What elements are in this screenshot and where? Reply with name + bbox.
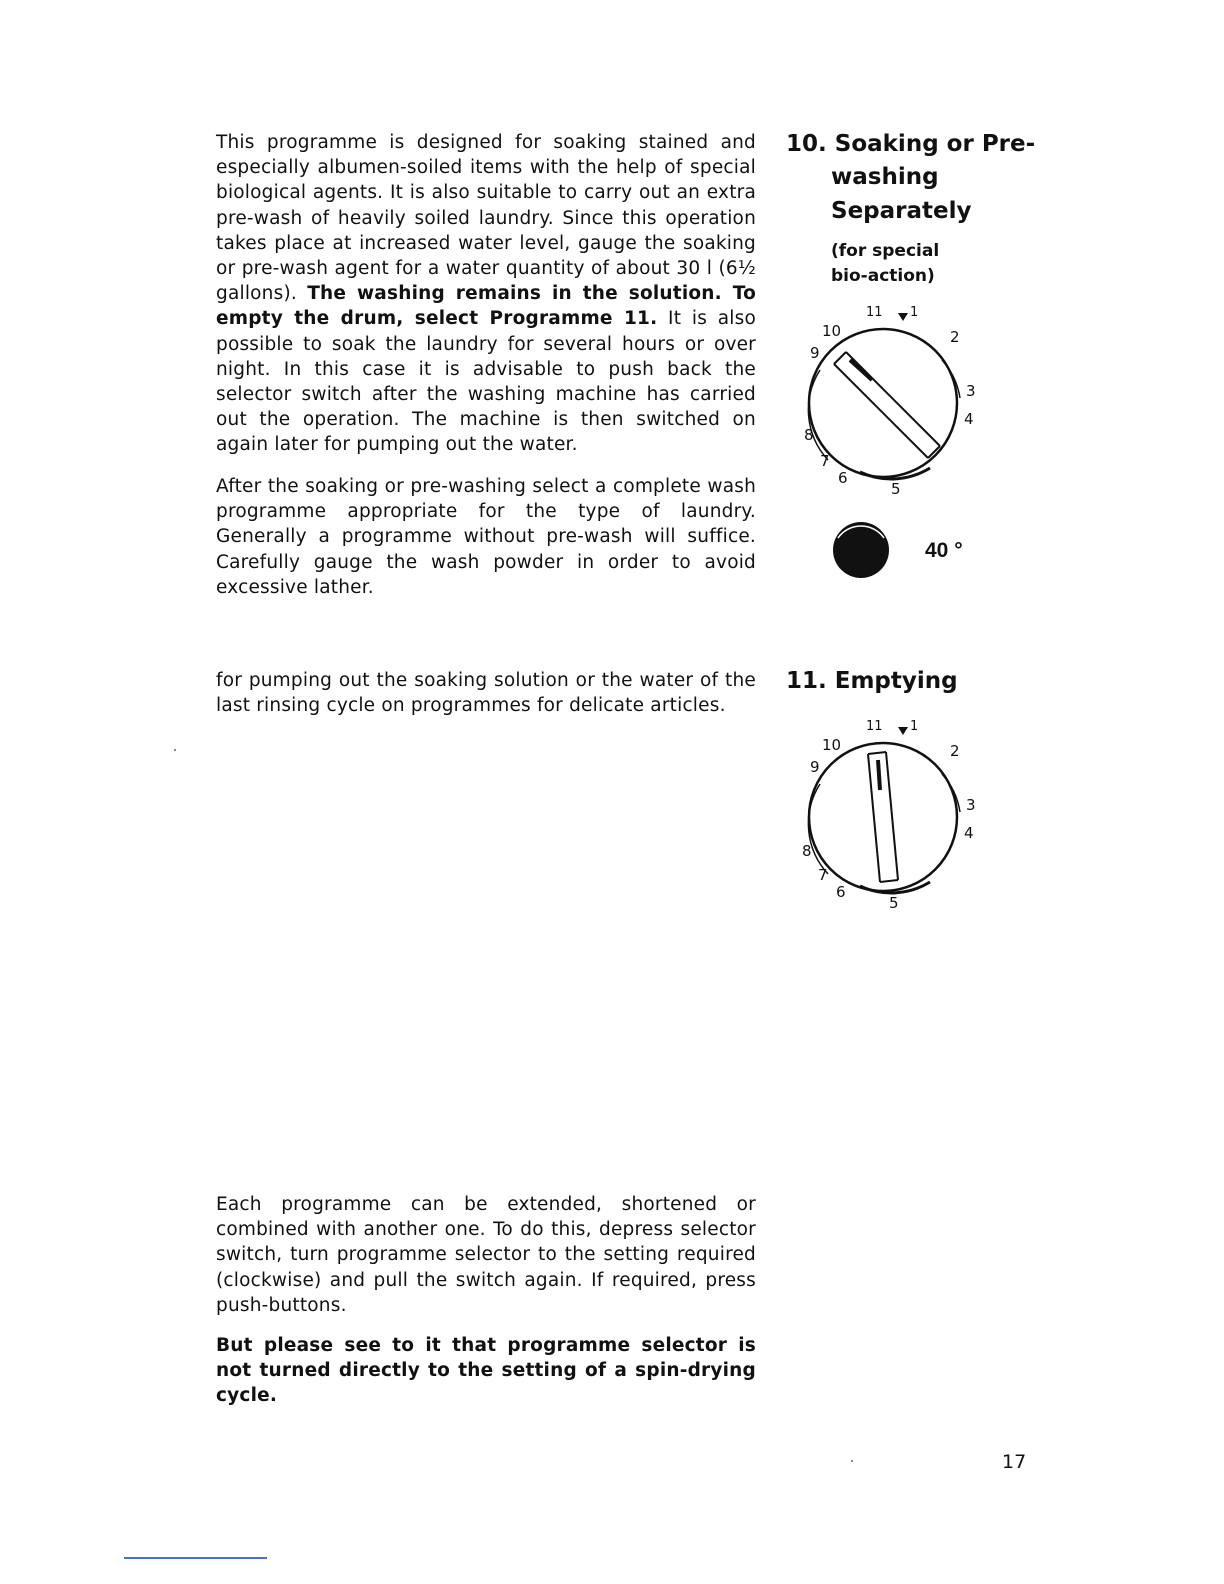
dial-11-label-2: 2 [950, 742, 960, 760]
dial-10-label-1: 1 [910, 305, 919, 320]
dial-10-label-8: 8 [804, 426, 814, 444]
programme-selector-dial-10 [800, 300, 990, 504]
footer-line [124, 1557, 267, 1559]
dial-11-label-8: 8 [802, 842, 812, 860]
section-10-note-line1: (for special [831, 241, 940, 261]
dial-11-label-6: 6 [836, 883, 846, 901]
dial-11-label-7: 7 [818, 866, 828, 884]
dial-10-label-5: 5 [891, 480, 901, 498]
dial-10-label-3: 3 [966, 382, 976, 400]
scan-speck [851, 1460, 853, 1462]
section-10-heading-line3: Separately [831, 198, 972, 224]
section-10-heading-line1: 10. Soaking or Pre- [786, 131, 1036, 157]
section-10-text-c: It is also possible to soak the laundry for several hours or over night. In this case it is advisable to push back the selector switch after the washing machine has carried out the operation. The machine is then switched on again later for pumping out the water. [216, 308, 756, 456]
dial-10-label-11: 11 [866, 305, 883, 320]
temperature-indicator [832, 520, 1032, 580]
dial-10-label-10: 10 [822, 322, 842, 340]
section-11-paragraph: for pumping out the soaking solution or the water of the last rinsing cycle on programmes for delicate articles. [216, 670, 756, 717]
dial-11-label-10: 10 [822, 736, 842, 754]
section-10-heading-line2: washing [831, 164, 939, 190]
dial-10-label-9: 9 [810, 344, 820, 362]
section-11-heading: 11. Emptying [786, 668, 958, 694]
dial-11-label-9: 9 [810, 758, 820, 776]
section-10-paragraph-1 [216, 130, 756, 458]
temperature-label: 40 ° [925, 539, 963, 562]
dial-11-label-1: 1 [910, 719, 919, 734]
dial-10-label-4: 4 [964, 410, 974, 428]
dial-11-label-5: 5 [889, 894, 899, 912]
scan-speck [174, 749, 176, 751]
dial-10-label-2: 2 [950, 328, 960, 346]
dial-11-label-3: 3 [966, 796, 976, 814]
general-paragraph-1: Each programme can be extended, shortened or combined with another one. To do this, depress selector switch, turn programme selector to the setting required (clockwise) and pull the switch again. If required, press push-buttons. [216, 1194, 756, 1316]
section-10-text-a: This programme is designed for soaking stained and especially albumen-soiled items with the help of special biological agents. It is also suitable to carry out an extra pre-wash of heavily soiled laundry. Since this operation takes place at increased water level, gauge the soaking or pre-wash agent for a water quantity of about 30 l (6½ gallons). [216, 132, 756, 305]
filled-circle-icon [832, 520, 892, 580]
page-number: 17 [1002, 1451, 1027, 1473]
programme-selector-dial-11 [800, 714, 990, 918]
dial-10-label-7: 7 [820, 452, 830, 470]
dial-11-label-4: 4 [964, 824, 974, 842]
section-10-text-bold: The washing remains in the solution. To empty the drum, select Programme 11. [216, 283, 756, 330]
section-10-paragraph-2: After the soaking or pre-washing select a complete wash programme appropriate for the type of laundry. Generally a programme without pre-wash will suffice. Carefully gauge the wash powder in order to avoid excessive lather. [216, 476, 756, 598]
dial-10-label-6: 6 [838, 469, 848, 487]
general-warning: But please see to it that programme selector is not turned directly to the setting of a spin-drying cycle. [216, 1335, 756, 1407]
dial-11-label-11: 11 [866, 719, 883, 734]
section-10-note-line2: bio-action) [831, 266, 935, 286]
